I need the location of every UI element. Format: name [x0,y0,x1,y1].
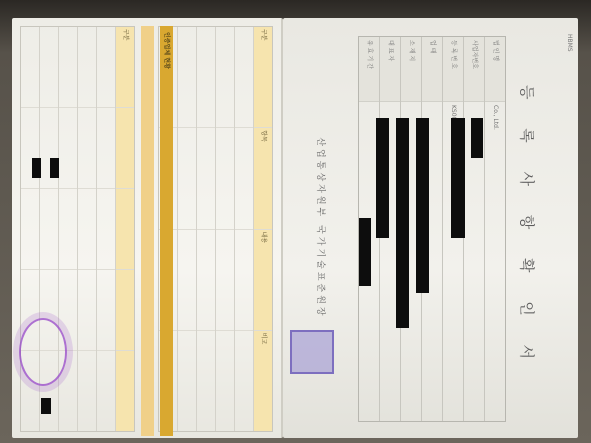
table-row [215,27,234,431]
redaction-bar [471,118,483,158]
table-cell [78,351,96,431]
table-header-row [253,27,272,431]
field-label: 대 표 자 [380,37,400,102]
official-seal [290,330,334,374]
table-cell [78,27,96,108]
table-cell [178,128,196,229]
field-value: Co., Ltd. [492,105,499,130]
table-cell [40,189,58,270]
table-cell [59,189,77,270]
table-row [177,27,196,431]
table-cell [235,27,253,128]
field-label: 유 효 기 간 [359,37,379,102]
attachment-page [12,18,283,438]
field-row [463,37,484,421]
header-cell: 구분 [116,27,134,108]
header-cell [116,270,134,351]
table-cell [216,331,234,431]
header-cell [116,189,134,270]
table-cell [197,331,215,431]
table-cell [197,27,215,128]
table-header-row [115,27,134,431]
table-cell [216,128,234,229]
table-cell [235,230,253,331]
table-cell [59,108,77,189]
table-row [77,27,96,431]
field-label: 소 재 지 [401,37,421,102]
table-row [234,27,253,431]
certificate-page [283,18,578,438]
table-cell [178,230,196,331]
header-cell: 내용 [254,230,272,331]
top-note: HBMS [566,34,573,52]
table-cell [178,331,196,431]
table-cell [97,270,115,351]
table-cell [21,27,39,108]
redaction-bar [396,118,409,328]
redaction-bar [359,218,371,286]
table-cell [178,27,196,128]
table-row [96,27,115,431]
table-cell [40,27,58,108]
header-cell: 비고 [260,332,268,345]
table-cell [197,230,215,331]
redaction-bar [41,398,51,414]
section-band: 인증업체 현황 [160,26,173,436]
field-label: 사업자번호 [464,37,484,102]
redaction-bar [32,158,41,178]
header-cell [116,351,134,431]
certificate-title: 등 록 사 항 확 인 서 [518,84,536,372]
field-label: 법 인 명 [485,37,505,102]
table-cell [78,270,96,351]
table-cell [97,108,115,189]
redaction-bar [451,118,465,238]
field-label: 업 태 [422,37,442,102]
table-cell [216,230,234,331]
header-cell [116,108,134,189]
header-cell: 항목 [254,128,272,229]
table-cell [235,128,253,229]
redaction-bar [416,118,429,293]
table-cell [78,189,96,270]
table-cell [97,189,115,270]
summary-table [158,26,273,432]
table-cell [235,331,253,431]
redaction-bar [50,158,59,178]
table-cell [78,108,96,189]
field-label: 등 록 번 호 [443,37,463,102]
document-spread [12,18,578,438]
table-cell [97,27,115,108]
table-cell [59,27,77,108]
field-row [484,37,505,421]
ink-stamp [19,318,67,386]
table-cell [197,128,215,229]
table-cell [97,351,115,431]
table-row [196,27,215,431]
table-cell [216,27,234,128]
issuer-line: 산업통상자원부 국가기술표준원장 [315,137,325,319]
header-cell: 구분 [254,27,272,128]
certificate-header [553,34,573,422]
table-cell [21,189,39,270]
section-band [141,26,154,436]
redaction-bar [376,118,389,238]
